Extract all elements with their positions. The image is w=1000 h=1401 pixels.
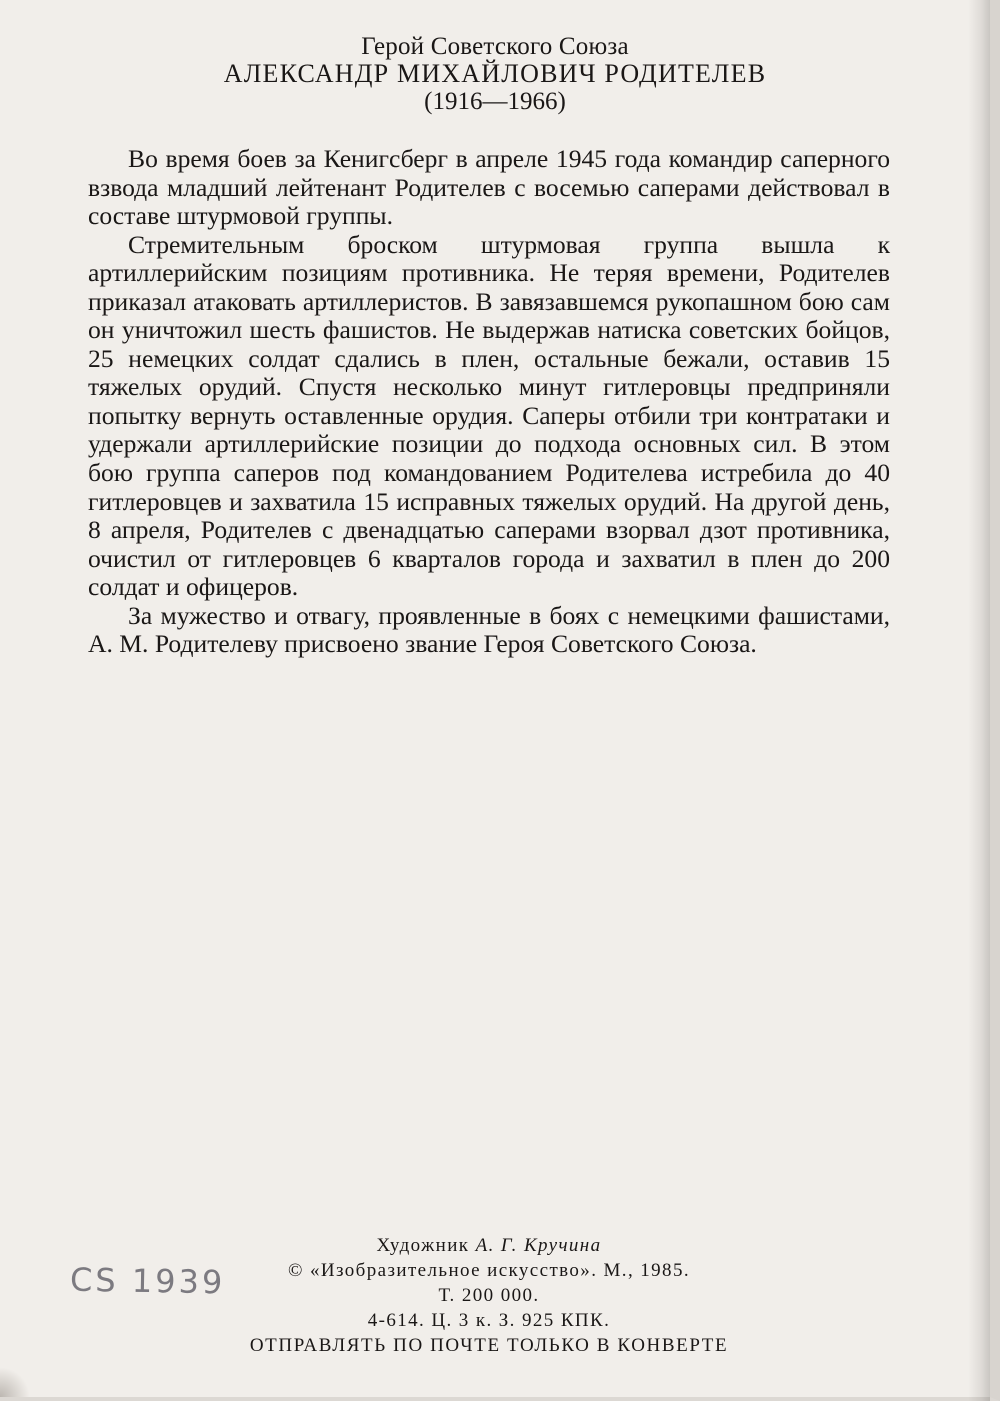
- paragraph-1: Во время боев за Кенигсберг в апреле 1945 года командир саперного взвода младший лейтенант Родителев с восемью саперами действовал в составе штурмовой группы.: [88, 144, 890, 231]
- paragraph-2: Стремительным броском штурмовая группа вышла к артиллерийским позициям противника. Не теряя времени, Родителев приказал атаковать артиллеристов. В завязавшемся рукопашном бою сам он уничтожил шесть фашистов. Не выдержав натиска советских бойцов, 25 немецких солдат сдались в плен, остальные бежали, оставив 15 тяжелых орудий. Спустя несколько минут гитлеровцы предприняли попытку вернуть оставленные орудия. Саперы отбили три контратаки и удержали артиллерийские позиции до подхода основных сил. В этом бою группа саперов под командованием Родителева истребила до 40 гитлеровцев и захватила 15 исправных тяжелых орудий. На другой день, 8 апреля, Родителев с двенадцатью саперами взорвал дзот противника, очистил от гитлеровцев 6 кварталов города и захватил в плен до 200 солдат и офицеров.: [88, 229, 890, 602]
- hero-title: Герой Советского Союза: [361, 33, 629, 60]
- catalog-line: 4-614. Ц. 3 к. З. 925 КПК.: [367, 1310, 611, 1331]
- mailing-notice: ОТПРАВЛЯТЬ ПО ПОЧТЕ ТОЛЬКО В КОНВЕРТЕ: [249, 1335, 729, 1356]
- life-years: (1916—1966): [424, 88, 566, 115]
- artist-name: А. Г. Кручина: [475, 1235, 602, 1256]
- imprint: [0, 1233, 978, 1358]
- handwritten-catalog-number: CS 1939: [69, 1260, 226, 1302]
- print-run-line: Т. 200 000.: [438, 1285, 540, 1306]
- artist-label: Художник: [376, 1235, 470, 1256]
- biography-text: [88, 145, 890, 659]
- corner-smudge: [0, 1367, 30, 1397]
- artist-line: [0, 1233, 978, 1258]
- publisher-line: © «Изобразительное искусство». М., 1985.: [287, 1260, 690, 1281]
- paragraph-3: За мужество и отвагу, проявленные в боях с немецкими фашистами, А. М. Родителеву присвоено звание Героя Советского Союза.: [88, 600, 890, 659]
- card-edge-shadow: [968, 0, 990, 1401]
- header: [0, 34, 990, 116]
- hero-name: АЛЕКСАНДР МИХАЙЛОВИЧ РОДИТЕЛЕВ: [223, 59, 767, 88]
